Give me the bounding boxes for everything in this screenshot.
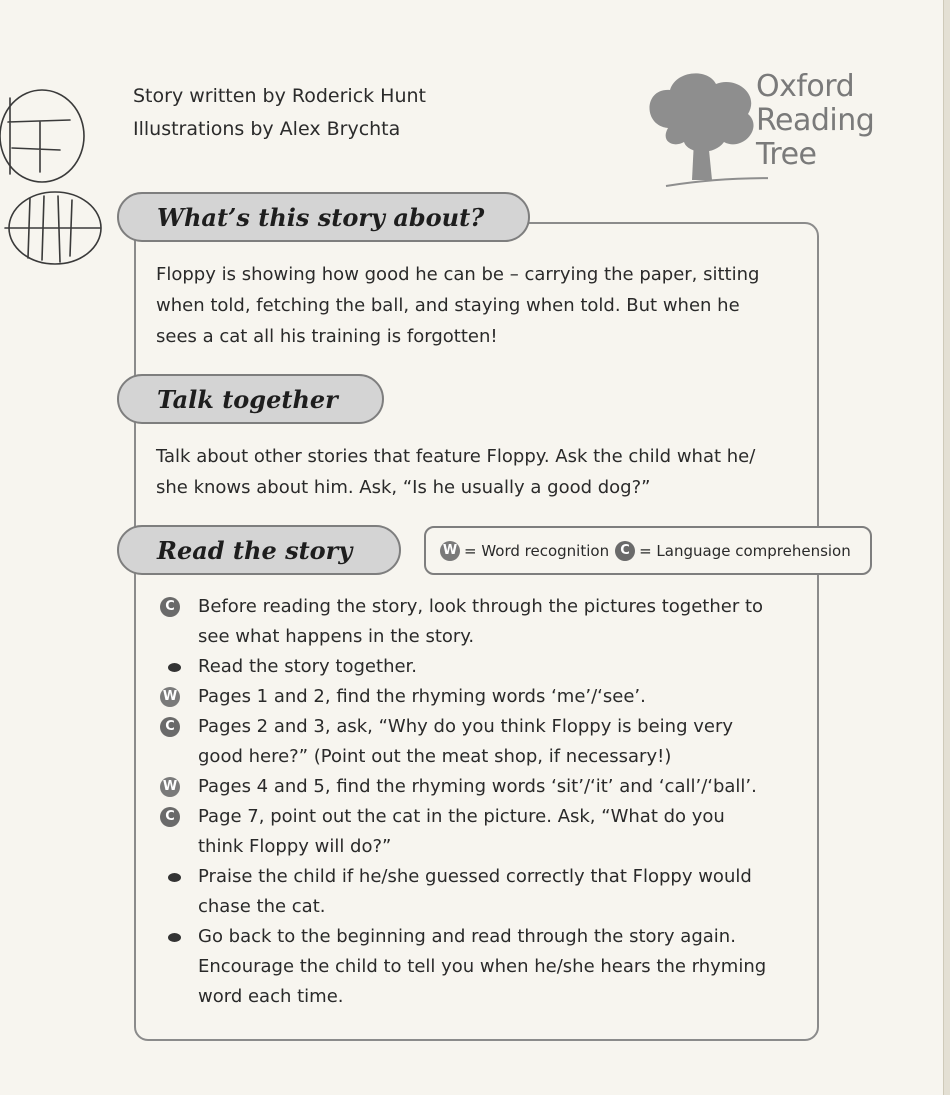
- logo-word-oxford: Oxford: [756, 69, 855, 104]
- list-item-line: Pages 4 and 5, find the rhyming words ‘sit’/‘it’ and ‘call’/‘ball’.: [198, 776, 757, 797]
- text-line: sees a cat all his training is forgotten!: [156, 326, 498, 347]
- list-item-line: see what happens in the story.: [198, 626, 475, 647]
- author-credit: Story written by Roderick Hunt: [133, 85, 426, 107]
- list-item-line: Before reading the story, look through the pictures together to: [198, 596, 764, 617]
- list-item: [160, 652, 800, 682]
- list-item: [160, 592, 800, 652]
- list-item-line: Pages 2 and 3, ask, “Why do you think Floppy is being very: [198, 716, 734, 737]
- list-item-line: word each time.: [198, 986, 344, 1007]
- c-badge-icon: C: [615, 541, 635, 561]
- list-item: [160, 772, 800, 802]
- c-badge-icon: C: [160, 717, 180, 737]
- text-line: she knows about him. Ask, “Is he usually a good dog?”: [156, 477, 651, 498]
- c-badge-icon: C: [160, 807, 180, 827]
- list-item: [160, 802, 800, 862]
- bullet-icon: [168, 663, 181, 672]
- w-badge-icon: W: [160, 687, 180, 707]
- w-badge-icon: W: [440, 541, 460, 561]
- w-badge-icon: W: [160, 777, 180, 797]
- oxford-reading-tree-logo: [638, 68, 878, 198]
- list-item: [160, 712, 800, 772]
- handwritten-scribble: [0, 78, 110, 278]
- marker-key: [424, 526, 872, 575]
- bullet-icon: [168, 873, 181, 882]
- text-line: when told, fetching the ball, and staying when told. But when he: [156, 295, 740, 316]
- bullet-icon: [168, 933, 181, 942]
- list-item-line: Praise the child if he/she guessed correctly that Floppy would: [198, 866, 752, 887]
- read-list: [160, 592, 800, 1012]
- about-heading: What’s this story about?: [117, 192, 530, 242]
- list-item-line: chase the cat.: [198, 896, 326, 917]
- list-item-line: Page 7, point out the cat in the picture. Ask, “What do you: [198, 806, 725, 827]
- list-item: [160, 682, 800, 712]
- read-heading: Read the story: [117, 525, 401, 575]
- list-item-line: Pages 1 and 2, find the rhyming words ‘me’/‘see’.: [198, 686, 646, 707]
- list-item-line: good here?” (Point out the meat shop, if necessary!): [198, 746, 672, 767]
- logo-word-reading: Reading: [756, 103, 875, 138]
- list-item-line: Read the story together.: [198, 656, 418, 677]
- c-key-label: = Language comprehension: [639, 541, 851, 560]
- talk-heading: Talk together: [117, 374, 384, 424]
- credits: [133, 80, 426, 146]
- w-key-label: = Word recognition: [464, 541, 610, 560]
- talk-text: [156, 441, 755, 503]
- list-item: [160, 862, 800, 922]
- illustrator-credit: Illustrations by Alex Brychta: [133, 118, 401, 140]
- text-line: Floppy is showing how good he can be – carrying the paper, sitting: [156, 264, 760, 285]
- about-text: [156, 259, 759, 352]
- list-item: [160, 922, 800, 1012]
- page-edge: [943, 0, 950, 1095]
- logo-word-tree: Tree: [756, 137, 817, 172]
- list-item-line: Go back to the beginning and read through the story again.: [198, 926, 736, 947]
- list-item-line: Encourage the child to tell you when he/she hears the rhyming: [198, 956, 767, 977]
- text-line: Talk about other stories that feature Floppy. Ask the child what he/: [156, 446, 756, 467]
- list-item-line: think Floppy will do?”: [198, 836, 392, 857]
- c-badge-icon: C: [160, 597, 180, 617]
- tree-icon: [638, 68, 768, 198]
